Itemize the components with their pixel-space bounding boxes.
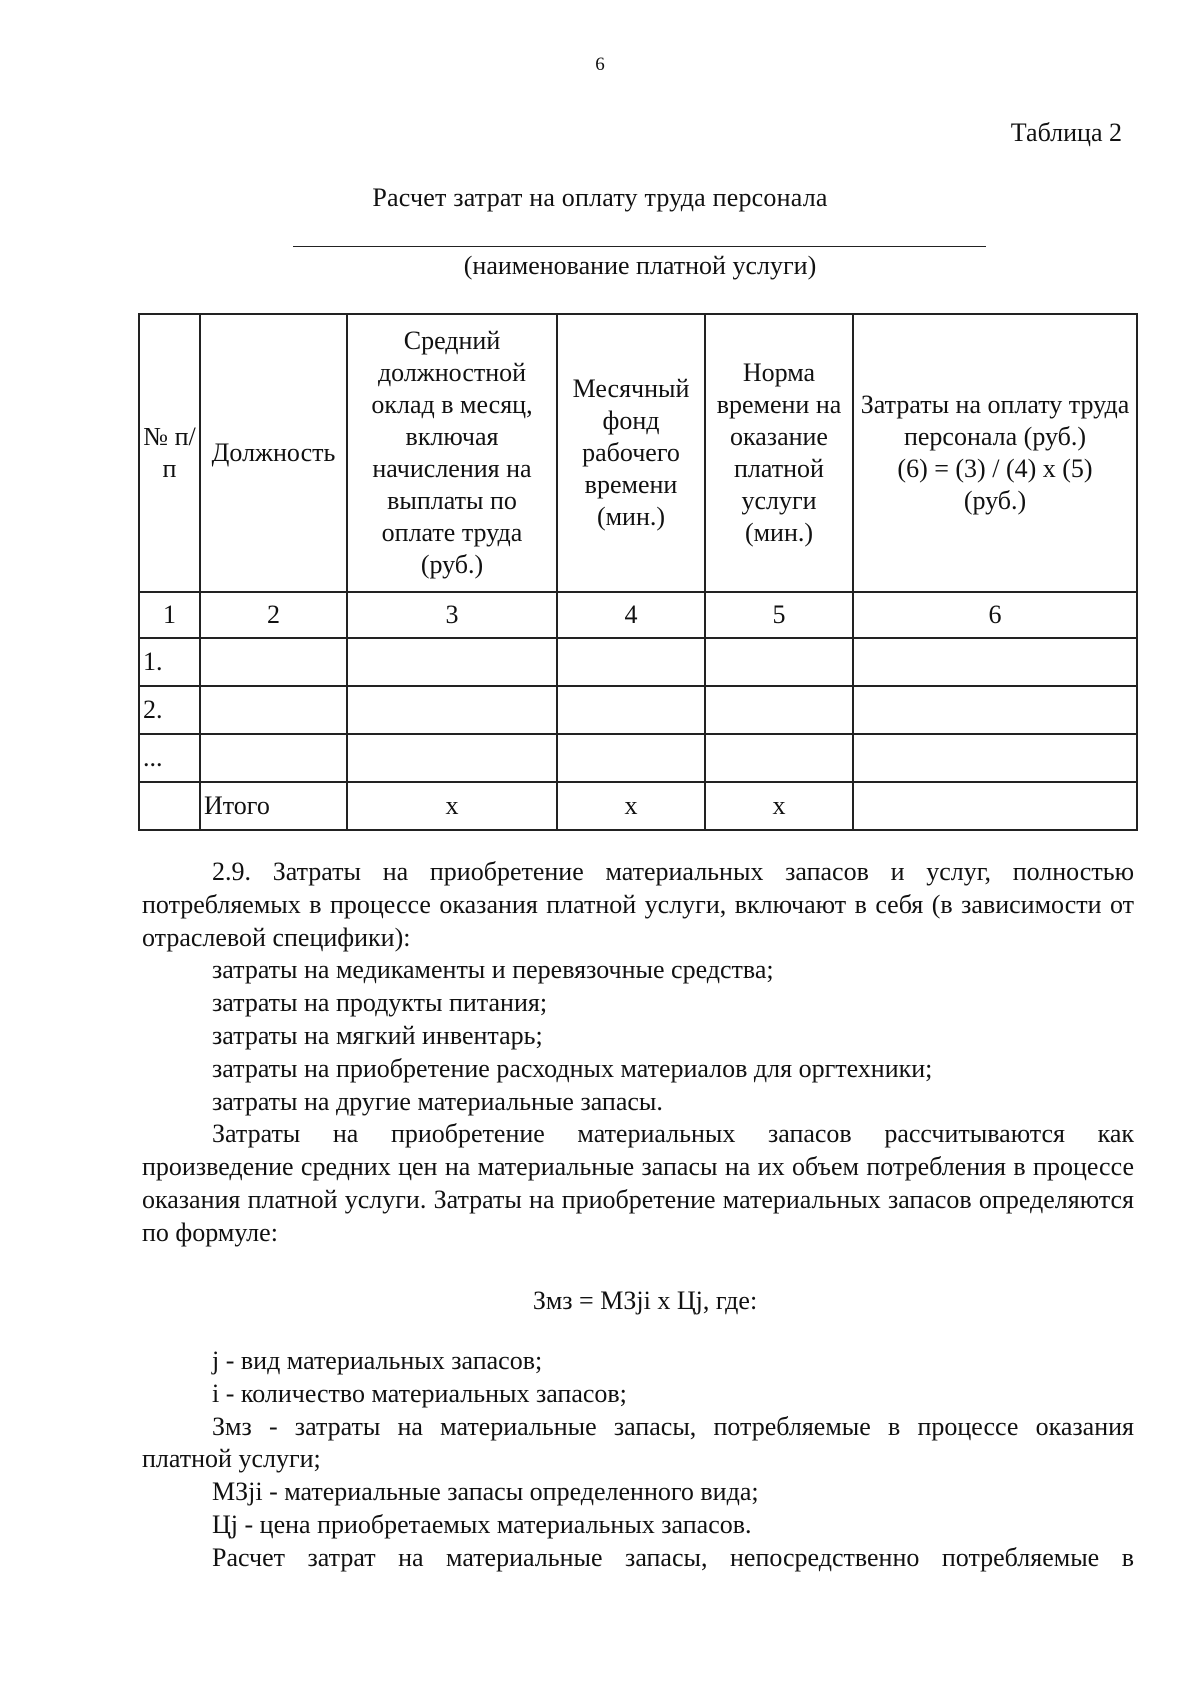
table-cell [200,638,347,686]
definition-item: j - вид материальных запасов; [212,1346,543,1375]
list-item: затраты на продукты питания; [212,988,548,1018]
header-cell: Норма времени на оказание платной услуги (мин.) [705,314,853,592]
table-cell [853,686,1137,734]
table-cell [853,782,1137,830]
table-cell [347,638,557,686]
formula-definitions [142,1345,1134,1575]
table-label: Таблица 2 [1010,118,1122,147]
formula: Змз = МЗji x Цj, где: [532,1286,758,1315]
column-number-row [139,592,1137,638]
definition-item: Цj - цена приобретаемых материальных запасов. [212,1509,752,1539]
paragraph-last: Расчет затрат на материальные запасы, непосредственно потребляемые в [212,1542,1134,1572]
column-number-cell: 3 [347,592,557,638]
paragraph-2-9: 2.9. Затраты на приобретение материальных запасов и услуг, полностью потребляемых в процессе оказания платной услуги, включают в себя (в зависимости от отраслевой специфики): [142,857,1134,952]
list-item: затраты на приобретение расходных материалов для оргтехники; [212,1053,933,1083]
table-cell [139,782,200,830]
paragraph-calculation: Затраты на приобретение материальных запасов рассчитываются как произведение средних цен на материальные запасы на их объем потребления в процессе оказания платной услуги. Затраты на приобретение материальных запасов определяются по формуле: [142,1119,1134,1247]
table-row [139,638,1137,686]
header-cell: Средний должностной оклад в месяц, включая начисления на выплаты по оплате труда (руб.) [347,314,557,592]
definition-item: Змз - затраты на материальные запасы, потребляемые в процессе оказания платной услуги; [142,1411,1134,1474]
column-number-cell: 1 [139,592,200,638]
table-cell [347,686,557,734]
table-cell: x [557,782,705,830]
total-label-cell: Итого [200,782,347,830]
table-cell [557,686,705,734]
table-cell [557,638,705,686]
table-cell [347,734,557,782]
column-number-cell: 6 [853,592,1137,638]
table-cell: 2. [139,686,200,734]
header-cell: Затраты на оплату труда персонала (руб.) (6) = (3) / (4) x (5) (руб.) [853,314,1137,592]
column-number-cell: 4 [557,592,705,638]
list-item: затраты на мягкий инвентарь; [212,1020,543,1050]
table-cell [557,734,705,782]
header-cell: Месячный фонд рабочего времени (мин.) [557,314,705,592]
table-cell: x [705,782,853,830]
table-row [139,734,1137,782]
table-header-row [139,314,1137,592]
definition-item: i - количество материальных запасов; [212,1378,627,1408]
table-cell: ... [139,734,200,782]
table-cell [705,686,853,734]
table-cell [200,734,347,782]
section-2-9 [142,856,1134,1250]
service-name-blank-line [293,246,986,247]
column-number-cell: 5 [705,592,853,638]
table-cell [705,638,853,686]
total-row [139,782,1137,830]
list-item: затраты на другие материальные запасы. [212,1086,663,1116]
table-cell [853,638,1137,686]
definition-item: МЗji - материальные запасы определенного вида; [212,1477,759,1507]
header-cell: Должность [200,314,347,592]
service-name-caption: (наименование платной услуги) [463,251,817,280]
page-number: 6 [595,54,605,75]
table-cell: 1. [139,638,200,686]
list-item: затраты на медикаменты и перевязочные средства; [212,955,774,985]
column-number-cell: 2 [200,592,347,638]
table-cell [853,734,1137,782]
table-cell [200,686,347,734]
labor-cost-table [138,313,1138,831]
table-title: Расчет затрат на оплату труда персонала [372,183,828,212]
table-row [139,686,1137,734]
table-cell [705,734,853,782]
table-cell: x [347,782,557,830]
header-cell: № п/п [139,314,200,592]
